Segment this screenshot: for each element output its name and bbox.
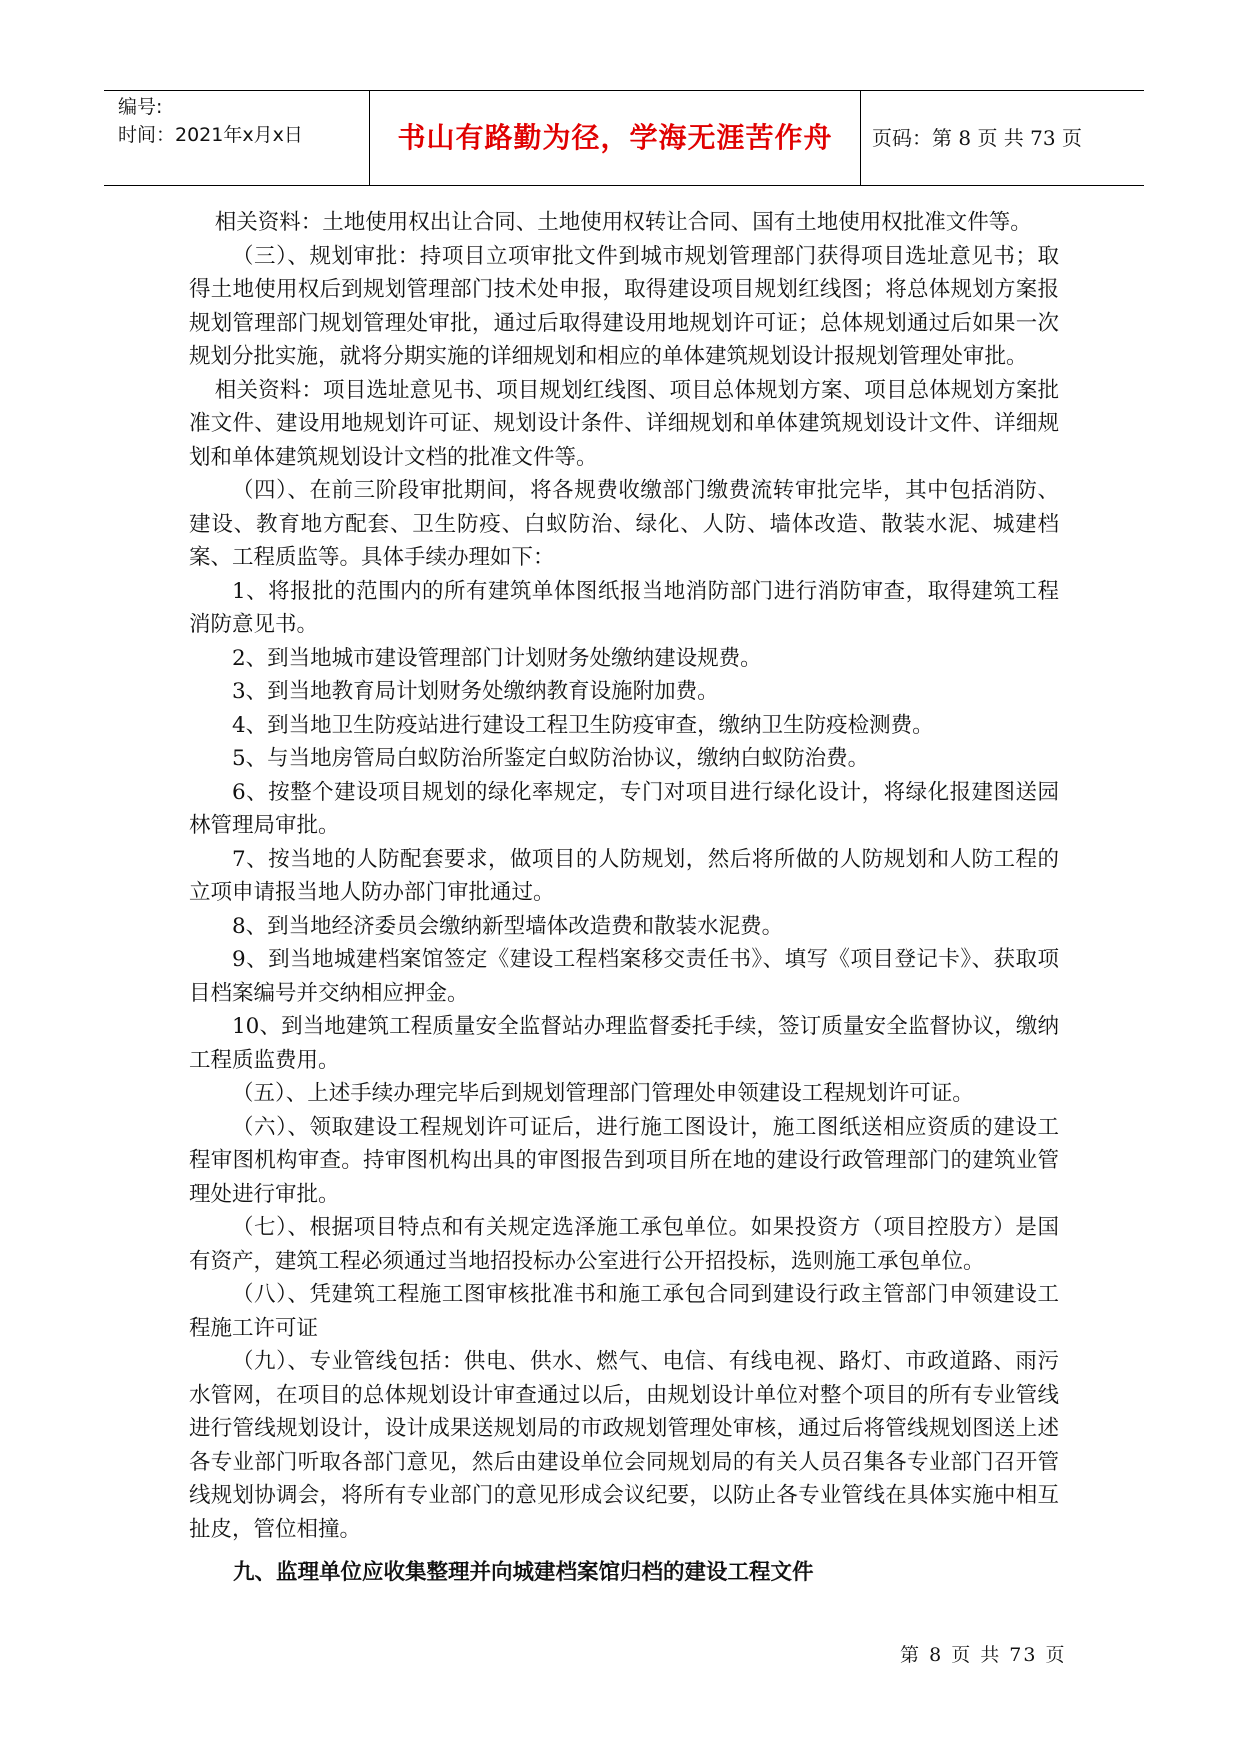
paragraph: （六）、领取建设工程规划许可证后，进行施工图设计，施工图纸送相应资质的建设工程审图机构审查。持审图机构出具的审图报告到项目所在地的建设行政管理部门的建筑业管理处进行审批。 [189, 1114, 1059, 1207]
paragraph: 相关资料：项目选址意见书、项目规划红线图、项目总体规划方案、项目总体规划方案批准文件、建设用地规划许可证、规划设计条件、详细规划和单体建筑规划设计文件、详细规划和单体建筑规划设计文档的批准文件等。 [189, 377, 1059, 470]
page-header [104, 90, 1144, 186]
paragraph: 4、到当地卫生防疫站进行建设工程卫生防疫审查，缴纳卫生防疫检测费。 [232, 712, 934, 738]
page-suffix: 页 [1061, 126, 1082, 150]
paragraph: 9、到当地城建档案馆签定《建设工程档案移交责任书》、填写《项目登记卡》、获取项目档案编号并交纳相应押金。 [189, 947, 1059, 1006]
paragraph: （四）、在前三阶段审批期间，将各规费收缴部门缴费流转审批完毕，其中包括消防、建设、教育地方配套、卫生防疫、白蚁防治、绿化、人防、墙体改造、散装水泥、城建档案、工程质监等。具体手续办理如下： [189, 478, 1059, 570]
paragraph: 10、到当地建筑工程质量安全监督站办理监督委托手续，签订质量安全监督协议，缴纳工程质监费用。 [189, 1014, 1059, 1073]
paragraph: 7、按当地的人防配套要求，做项目的人防规划，然后将所做的人防规划和人防工程的立项申请报当地人防办部门审批通过。 [189, 846, 1059, 905]
section-heading: 九、监理单位应收集整理并向城建档案馆归档的建设工程文件 [233, 1560, 814, 1585]
paragraph: 2、到当地城市建设管理部门计划财务处缴纳建设规费。 [232, 645, 762, 671]
document-body [189, 206, 1059, 1546]
footer-prefix: 第 [900, 1644, 922, 1666]
page-total: 73 [1030, 126, 1056, 150]
paragraph: 8、到当地经济委员会缴纳新型墙体改造费和散装水泥费。 [232, 913, 784, 939]
paragraph: 1、将报批的范围内的所有建筑单体图纸报当地消防部门进行消防审查，取得建筑工程消防意见书。 [189, 578, 1059, 637]
footer-total-pages: 73 [1009, 1644, 1038, 1666]
header-motto: 书山有路勤为径，学海无涯苦作舟 [397, 121, 833, 154]
document-number-label: 编号: [118, 96, 163, 118]
paragraph: （五）、上述手续办理完毕后到规划管理部门管理处申领建设工程规划许可证。 [232, 1081, 974, 1106]
page-mid: 页 共 [977, 126, 1024, 150]
footer-mid: 页 共 [951, 1644, 1002, 1666]
paragraph: （三）、规划审批：持项目立项审批文件到城市规划管理部门获得项目选址意见书；取得土地使用权后到规划管理部门技术处申报，取得建设项目规划红线图；将总体规划方案报规划管理部门规划管理处审批，通过后取得建设用地规划许可证；总体规划通过后如果一次规划分批实施，就将分期实施的详细规划和相应的单体建筑规划设计报规划管理处审批。 [189, 243, 1059, 369]
document-time: 时间：2021年x月x日 [118, 124, 303, 146]
footer-suffix: 页 [1045, 1644, 1067, 1666]
header-divider [860, 91, 861, 185]
paragraph: 相关资料：土地使用权出让合同、土地使用权转让合同、国有土地使用权批准文件等。 [214, 210, 1032, 235]
paragraph: （七）、根据项目特点和有关规定选泽施工承包单位。如果投资方（项目控股方）是国有资产，建筑工程必须通过当地招投标办公室进行公开招投标，选则施工承包单位。 [189, 1215, 1059, 1274]
paragraph: （九）、专业管线包括：供电、供水、燃气、电信、有线电视、路灯、市政道路、雨污水管网，在项目的总体规划设计审查通过以后，由规划设计单位对整个项目的所有专业管线进行管线规划设计，设计成果送规划局的市政规划管理处审核，通过后将管线规划图送上述各专业部门听取各部门意见，然后由建设单位会同规划局的有关人员召集各专业部门召开管线规划协调会，将所有专业部门的意见形成会议纪要，以防止各专业管线在具体实施中相互扯皮，管位相撞。 [189, 1349, 1059, 1542]
paragraph: 6、按整个建设项目规划的绿化率规定，专门对项目进行绿化设计，将绿化报建图送园林管理局审批。 [189, 779, 1059, 838]
page-prefix: 页码：第 [872, 126, 952, 150]
paragraph: 5、与当地房管局白蚁防治所鉴定白蚁防治协议，缴纳白蚁防治费。 [232, 746, 870, 771]
page-current: 8 [958, 126, 972, 150]
paragraph: （八）、凭建筑工程施工图审核批准书和施工承包合同到建设行政主管部门申领建设工程施工许可证 [189, 1282, 1059, 1341]
paragraph: 3、到当地教育局计划财务处缴纳教育设施附加费。 [232, 679, 719, 704]
page-footer [900, 1640, 1067, 1667]
footer-current-page: 8 [929, 1644, 944, 1666]
header-page-number [872, 91, 1082, 185]
header-meta [118, 93, 368, 149]
